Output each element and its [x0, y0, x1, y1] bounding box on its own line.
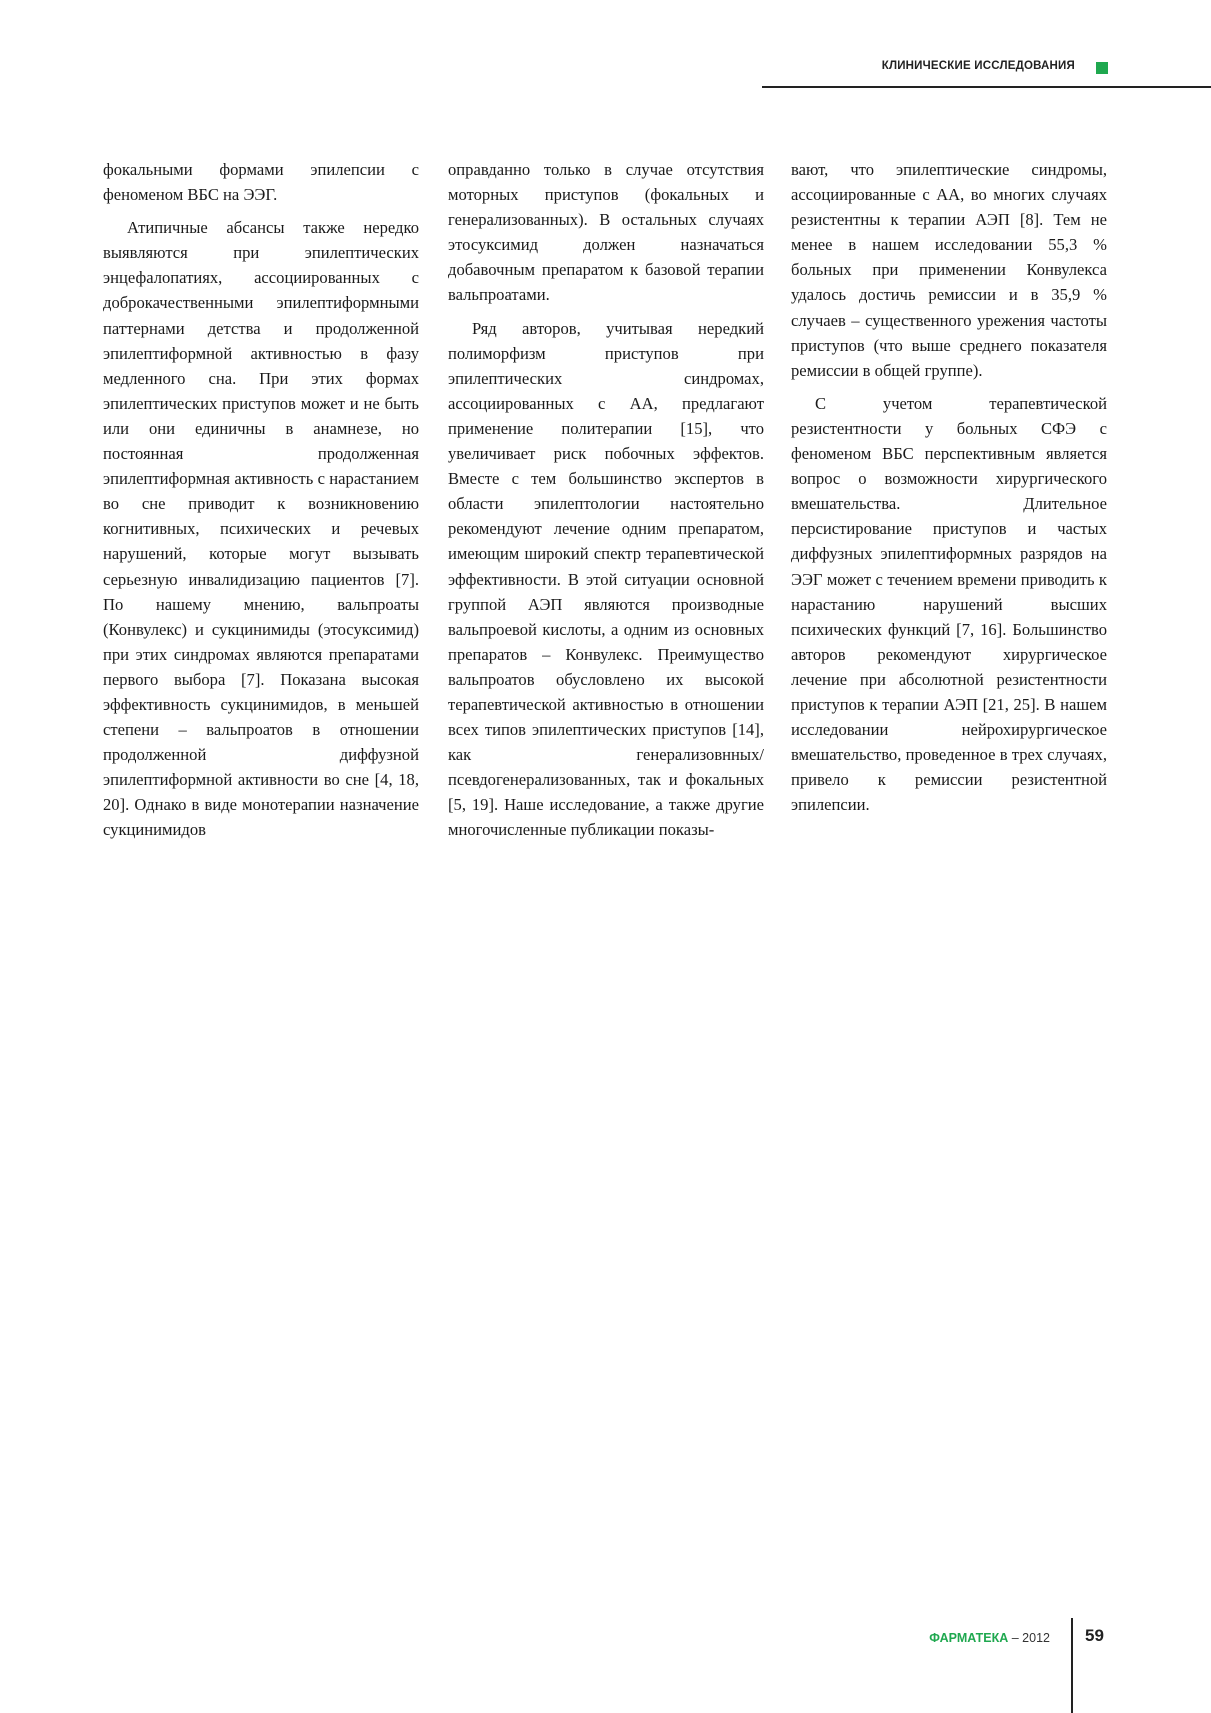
paragraph: вают, что эпилептические синдромы, ассоциированные с АА, во многих случаях резистентны к терапии АЭП [8]. Тем не менее в нашем исследовании 55,3 % больных при применении Конвулекса удалось достичь ремиссии и в 35,9 % случаев – существенного урежения частоты приступов (что выше среднего показателя ремиссии в общей группе).: [791, 160, 1107, 380]
page-number: 59: [1085, 1626, 1104, 1645]
paragraph: Ряд авторов, учитывая нередкий полиморфизм приступов при эпилептических синдромах, ассоциированных с АА, предлагают применение политерапии [15], что увеличивает риск побочных эффектов. Вместе с тем большинство экспертов в области эпилептологии настоятельно рекомендуют лечение одним препаратом, имеющим широкий спектр терапевтической эффективности. В этой ситуации основной группой АЭП являются производные вальпроевой кислоты, а одним из основных препаратов – Конвулекс. Преимущество вальпроатов обусловлено их высокой терапевтической активностью в отношении всех типов эпилептических приступов [14], как генерализовнных/псевдогенерализованных, так и фокальных [5, 19]. Наше исследование, а также другие многочисленные публикации показы-: [448, 318, 764, 840]
paragraph: фокальными формами эпилепсии с феноменом ВБС на ЭЭГ.: [103, 160, 419, 205]
footer-divider: [1071, 1618, 1073, 1713]
section-marker-square: [1096, 62, 1108, 74]
paragraph: Атипичные абсансы также нередко выявляются при эпилептических энцефалопатиях, ассоциированных с доброкачественными эпилептиформными паттернами детства и продолженной эпилептиформной активностью в фазу медленного сна. При этих формах эпилептических приступов может и не быть или они единичны в анамнезе, но постоянная продолженная эпилептиформная активность с нарастанием во сне приводит к возникновению когнитивных, психических и речевых нарушений, которые могут вызывать серьезную инвалидизацию пациентов [7]. По нашему мнению, вальпроаты (Конвулекс) и сукцинимиды (этосуксимид) при этих синдромах являются препаратами первого выбора [7]. Показана высокая эффективность сукцинимидов, в меньшей степени – вальпроатов в отношении продолженной диффузной эпилептиформной активности во сне [4, 18, 20]. Однако в виде монотерапии назначение сукцинимидов: [103, 218, 419, 840]
footer-journal: [900, 1631, 1050, 1645]
journal-year: – 2012: [1008, 1631, 1050, 1645]
text-column-1: [103, 157, 419, 843]
header-rule: [762, 86, 1211, 88]
section-header: КЛИНИЧЕСКИЕ ИССЛЕДОВАНИЯ: [881, 60, 1075, 72]
paragraph: С учетом терапевтической резистентности у больных СФЭ с феноменом ВБС перспективным является вопрос о возможности хирургического вмешательства. Длительное персистирование приступов и частых диффузных эпилептиформных разрядов на ЭЭГ может с течением времени приводить к нарастанию нарушений высших психических функций [7, 16]. Большинство авторов рекомендуют хирургическое лечение при абсолютной резистентности приступов к терапии АЭП [21, 25]. В нашем исследовании нейрохирургическое вмешательство, проведенное в трех случаях, привело к ремиссии резистентной эпилепсии.: [791, 393, 1107, 815]
text-column-3: [791, 157, 1107, 817]
paragraph: оправданно только в случае отсутствия моторных приступов (фокальных и генерализованных). В остальных случаях этосуксимид должен назначаться добавочным препаратом к базовой терапии вальпроатами.: [448, 160, 764, 305]
text-column-2: [448, 157, 764, 843]
journal-name: ФАРМАТЕКА: [929, 1631, 1009, 1645]
